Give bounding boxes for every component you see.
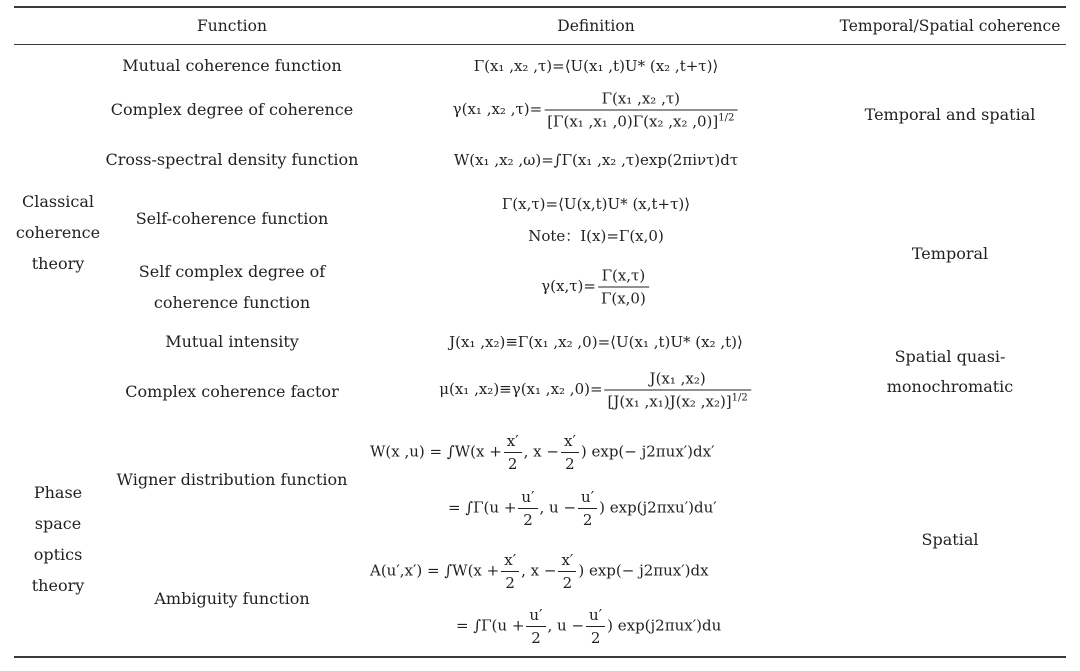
ccf-denominator bbox=[605, 390, 751, 411]
wdf1-d: , x − bbox=[523, 442, 559, 461]
af2-frac-2 bbox=[586, 606, 605, 647]
wdf2-e: ) exp(j2πxu′)du′ bbox=[599, 498, 717, 517]
af1-num-2: x′ bbox=[561, 551, 574, 569]
group-phase-space bbox=[8, 477, 108, 601]
header-coherence: Temporal/Spatial coherence bbox=[839, 17, 1061, 35]
scd-denominator: Γ(x,0) bbox=[598, 287, 649, 308]
cdc-denominator-text: [Γ(x₁ ,x₁ ,0)Γ(x₂ ,x₂ ,0)] bbox=[547, 112, 719, 131]
wdf2-den-1: 2 bbox=[518, 508, 537, 529]
ccf-denominator-text: [J(x₁ ,x₁)J(x₂ ,x₂)] bbox=[607, 392, 732, 411]
group-classical-line-2: coherence bbox=[15, 223, 101, 242]
af2-den-1: 2 bbox=[526, 626, 545, 647]
fn-self-complex-line-2: coherence function bbox=[153, 293, 311, 312]
group-phase-line-4: theory bbox=[31, 576, 85, 595]
af2-frac-1 bbox=[526, 606, 545, 647]
af1-den-1: 2 bbox=[501, 571, 519, 592]
wdf2-frac-1 bbox=[518, 488, 537, 529]
group-phase-line-2: space bbox=[34, 514, 82, 533]
def-self-complex bbox=[541, 267, 651, 308]
cdc-lhs: γ(x₁ ,x₂ ,τ)= bbox=[452, 100, 543, 118]
wdf1-frac-2 bbox=[561, 432, 579, 473]
ccf-numerator: J(x₁ ,x₂) bbox=[649, 369, 706, 388]
wdf1-num-1: x′ bbox=[506, 432, 519, 450]
wdf2-num-2: u′ bbox=[581, 488, 595, 506]
wdf1-a: W(x ,u) = ∫W(x + bbox=[370, 442, 502, 461]
wdf2-d: , u − bbox=[539, 498, 577, 517]
def-complex-factor bbox=[439, 370, 753, 411]
wdf1-den-1: 2 bbox=[504, 452, 522, 473]
coh-temporal: Temporal bbox=[911, 244, 989, 263]
fn-mutual-coherence: Mutual coherence function bbox=[122, 56, 342, 75]
top-rule bbox=[14, 6, 1066, 8]
af1-frac-1 bbox=[501, 551, 519, 592]
header-rule bbox=[14, 44, 1066, 45]
group-classical bbox=[8, 186, 108, 279]
af2-d: , u − bbox=[547, 616, 585, 635]
af1-e: ) exp(− j2πux′)dx bbox=[578, 561, 709, 580]
cdc-denominator bbox=[544, 110, 737, 131]
af1-d: , x − bbox=[521, 561, 557, 580]
wdf2-num-1: u′ bbox=[521, 488, 535, 506]
group-classical-line-3: theory bbox=[31, 254, 85, 273]
af1-frac-2 bbox=[558, 551, 576, 592]
fn-complex-degree: Complex degree of coherence bbox=[110, 100, 354, 119]
fn-wigner: Wigner distribution function bbox=[116, 470, 348, 489]
wdf1-frac-1 bbox=[504, 432, 522, 473]
cdc-exponent: 1/2 bbox=[718, 112, 735, 124]
scd-lhs: γ(x,τ)= bbox=[541, 277, 596, 295]
def-ambiguity-line-1 bbox=[370, 551, 709, 592]
fn-complex-factor: Complex coherence factor bbox=[125, 382, 339, 401]
wdf1-den-2: 2 bbox=[561, 452, 579, 473]
wdf2-frac-2 bbox=[578, 488, 597, 529]
ccf-fraction bbox=[605, 370, 751, 411]
group-classical-line-1: Classical bbox=[21, 192, 95, 211]
wdf1-e: ) exp(− j2πux′)dx′ bbox=[580, 442, 715, 461]
af1-num-1: x′ bbox=[504, 551, 517, 569]
fn-cross-spectral: Cross-spectral density function bbox=[105, 150, 359, 169]
af1-den-2: 2 bbox=[558, 571, 576, 592]
af2-num-2: u′ bbox=[589, 606, 603, 624]
def-self-coherence: Γ(x,τ)=⟨U(x,t)U* (x,t+τ)⟩ bbox=[501, 195, 691, 213]
coh-quasi-line-1: Spatial quasi- bbox=[894, 347, 1006, 366]
bottom-rule bbox=[14, 656, 1066, 658]
group-phase-line-1: Phase bbox=[33, 483, 83, 502]
coh-quasi-line-2: monochromatic bbox=[886, 377, 1014, 396]
fn-self-coherence: Self-coherence function bbox=[135, 209, 329, 228]
def-mutual-intensity: J(x₁ ,x₂)≡Γ(x₁ ,x₂ ,0)=⟨U(x₁ ,t)U* (x₂ ,t)⟩ bbox=[449, 333, 743, 351]
def-mutual-coherence: Γ(x₁ ,x₂ ,τ)=⟨U(x₁ ,t)U* (x₂ ,t+τ)⟩ bbox=[473, 57, 719, 75]
cdc-fraction bbox=[544, 90, 737, 131]
coh-temporal-spatial: Temporal and spatial bbox=[864, 105, 1036, 124]
fn-self-complex-line-1: Self complex degree of bbox=[138, 262, 326, 281]
wdf1-num-2: x′ bbox=[563, 432, 576, 450]
ccf-lhs: μ(x₁ ,x₂)≡γ(x₁ ,x₂ ,0)= bbox=[439, 380, 603, 398]
def-complex-degree bbox=[453, 90, 740, 131]
wdf2-den-2: 2 bbox=[578, 508, 597, 529]
def-ambiguity-line-2 bbox=[456, 606, 721, 647]
group-phase-line-3: optics bbox=[33, 545, 83, 564]
af2-den-2: 2 bbox=[586, 626, 605, 647]
scd-numerator: Γ(x,τ) bbox=[601, 266, 646, 285]
def-wigner-line-2 bbox=[448, 488, 717, 529]
cdc-numerator: Γ(x₁ ,x₂ ,τ) bbox=[601, 89, 680, 108]
fn-mutual-intensity: Mutual intensity bbox=[165, 332, 299, 351]
fn-ambiguity: Ambiguity function bbox=[154, 589, 310, 608]
def-wigner-line-1 bbox=[370, 432, 715, 473]
header-function: Function bbox=[197, 17, 267, 35]
af2-a: = ∫Γ(u + bbox=[456, 616, 525, 635]
af2-num-1: u′ bbox=[529, 606, 543, 624]
af2-e: ) exp(j2πux′)du bbox=[607, 616, 722, 635]
def-self-coherence-note: Note：I(x)=Γ(x,0) bbox=[528, 227, 664, 245]
def-cross-spectral: W(x₁ ,x₂ ,ω)=∫Γ(x₁ ,x₂ ,τ)exp(2πiντ)dτ bbox=[453, 151, 739, 169]
wdf2-a: = ∫Γ(u + bbox=[448, 498, 517, 517]
header-definition: Definition bbox=[557, 17, 635, 35]
scd-fraction bbox=[598, 267, 649, 308]
af1-a: A(u′,x′) = ∫W(x + bbox=[370, 561, 500, 580]
coh-spatial: Spatial bbox=[921, 530, 979, 549]
ccf-exponent: 1/2 bbox=[731, 392, 748, 404]
